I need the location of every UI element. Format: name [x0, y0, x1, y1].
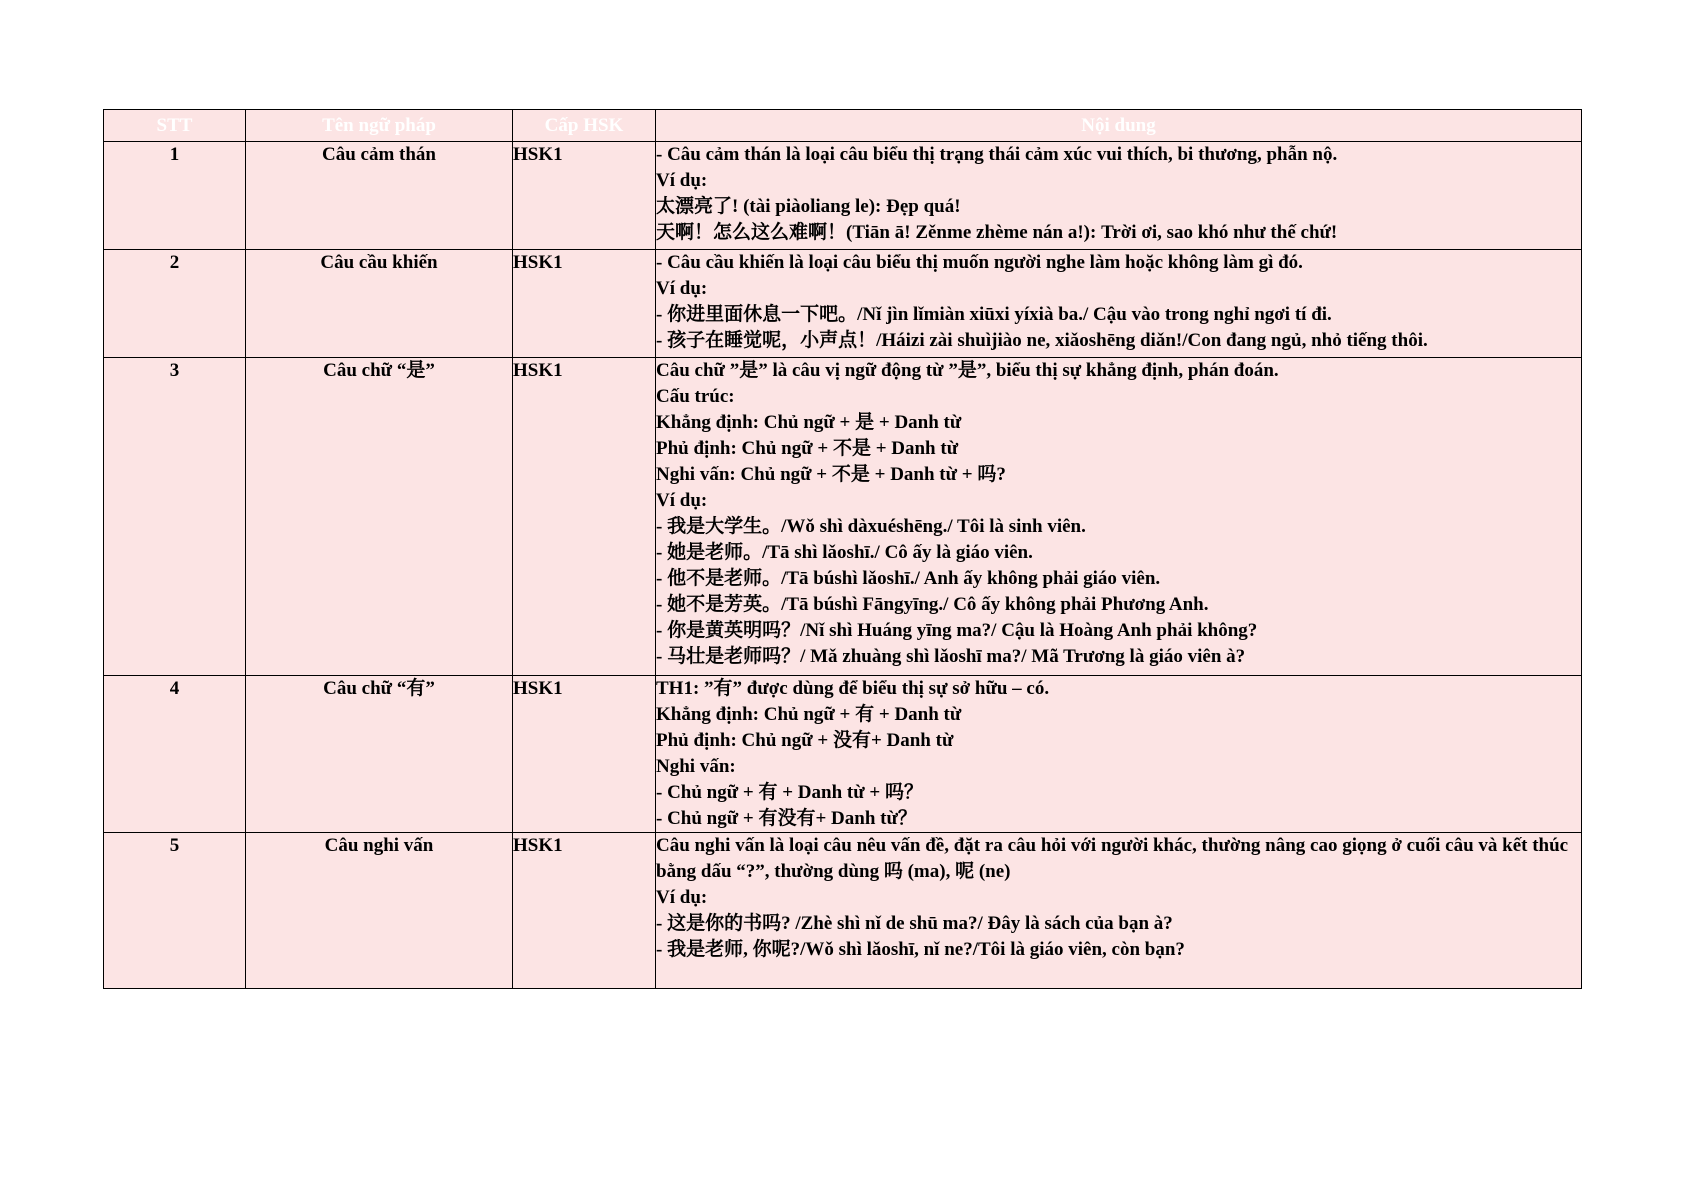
content-line: Ví dụ:: [656, 170, 708, 191]
table-row: [104, 833, 1582, 989]
row-name: Câu nghi vấn: [246, 833, 513, 989]
content-line: - 她不是芳英。/Tā búshì Fāngyīng./ Cô ấy không phải Phương Anh.: [656, 594, 1209, 615]
row-level: HSK1: [513, 833, 656, 989]
content-line: - Câu cảm thán là loại câu biểu thị trạng thái cảm xúc vui thích, bi thương, phẫn nộ.: [656, 144, 1338, 165]
content-line: 天啊！怎么这么难啊！(Tiān ā! Zěnme zhème nán a!): Trời ơi, sao khó như thế chứ!: [656, 222, 1338, 243]
header-name: Tên ngữ pháp: [246, 110, 513, 142]
row-content: [656, 142, 1582, 250]
content-line: - 孩子在睡觉呢，小声点！/Háizi zài shuìjiào ne, xiǎoshēng diǎn!/Con đang ngủ, nhỏ tiếng thôi.: [656, 330, 1428, 351]
row-stt: 5: [104, 833, 246, 989]
table-row: [104, 250, 1582, 358]
row-level: HSK1: [513, 250, 656, 358]
row-content: [656, 358, 1582, 676]
header-row: [104, 110, 1582, 142]
row-name: Câu chữ “是”: [246, 358, 513, 676]
content-line: Câu nghi vấn là loại câu nêu vấn đề, đặt ra câu hỏi với người khác, thường nâng cao giọng ở cuối câu và kết thúc bằng dấu “?”, thường dùng 吗 (ma), 呢 (ne): [656, 835, 1569, 882]
content-line: Câu chữ ”是” là câu vị ngữ động từ ”是”, biểu thị sự khẳng định, phán đoán.: [656, 360, 1279, 381]
content-line: - 她是老师。/Tā shì lǎoshī./ Cô ấy là giáo viên.: [656, 542, 1033, 563]
row-stt: 4: [104, 676, 246, 833]
content-line: - 我是大学生。/Wǒ shì dàxuéshēng./ Tôi là sinh viên.: [656, 516, 1086, 537]
content-line: - 马壮是老师吗？/ Mǎ zhuàng shì lǎoshī ma?/ Mã Trương là giáo viên à?: [656, 646, 1246, 667]
row-content: [656, 676, 1582, 833]
content-line: Nghi vấn: Chủ ngữ + 不是 + Danh từ + 吗?: [656, 464, 1006, 485]
content-line: Ví dụ:: [656, 278, 708, 299]
table-row: [104, 676, 1582, 833]
header-level: Cấp HSK: [513, 110, 656, 142]
content-line: - 你是黄英明吗？/Nǐ shì Huáng yīng ma?/ Cậu là Hoàng Anh phải không?: [656, 620, 1258, 641]
content-line: - 这是你的书吗? /Zhè shì nǐ de shū ma?/ Đây là sách của bạn à?: [656, 913, 1173, 934]
grammar-table: [103, 109, 1582, 989]
row-content: [656, 833, 1582, 989]
row-stt: 2: [104, 250, 246, 358]
content-line: Nghi vấn:: [656, 756, 736, 777]
content-line: - 你进里面休息一下吧。/Nǐ jìn lǐmiàn xiūxi yíxià ba./ Cậu vào trong nghỉ ngơi tí đi.: [656, 304, 1332, 325]
content-line: TH1: ”有” được dùng để biểu thị sự sở hữu – có.: [656, 678, 1050, 699]
content-line: Cấu trúc:: [656, 386, 735, 407]
table-row: [104, 358, 1582, 676]
content-line: Ví dụ:: [656, 887, 708, 908]
content-line: - Chủ ngữ + 有没有+ Danh từ？: [656, 808, 917, 829]
content-line: Khẳng định: Chủ ngữ + 有 + Danh từ: [656, 704, 962, 725]
row-name: Câu cảm thán: [246, 142, 513, 250]
content-line: - Chủ ngữ + 有 + Danh từ + 吗？: [656, 782, 923, 803]
header-content: Nội dung: [656, 110, 1582, 142]
row-stt: 3: [104, 358, 246, 676]
content-line: Khẳng định: Chủ ngữ + 是 + Danh từ: [656, 412, 962, 433]
row-name: Câu chữ “有”: [246, 676, 513, 833]
row-name: Câu cầu khiến: [246, 250, 513, 358]
content-line: Phủ định: Chủ ngữ + 不是 + Danh từ: [656, 438, 959, 459]
row-level: HSK1: [513, 676, 656, 833]
row-stt: 1: [104, 142, 246, 250]
content-line: - 我是老师, 你呢?/Wǒ shì lǎoshī, nǐ ne?/Tôi là giáo viên, còn bạn?: [656, 939, 1185, 960]
content-line: Phủ định: Chủ ngữ + 没有+ Danh từ: [656, 730, 954, 751]
row-level: HSK1: [513, 358, 656, 676]
row-content: [656, 250, 1582, 358]
content-line: - 他不是老师。/Tā búshì lǎoshī./ Anh ấy không phải giáo viên.: [656, 568, 1161, 589]
table-row: [104, 142, 1582, 250]
content-line: - Câu cầu khiến là loại câu biểu thị muốn người nghe làm hoặc không làm gì đó.: [656, 252, 1303, 273]
header-stt: STT: [104, 110, 246, 142]
content-line: 太漂亮了! (tài piàoliang le): Đẹp quá!: [656, 196, 961, 217]
row-level: HSK1: [513, 142, 656, 250]
content-line: Ví dụ:: [656, 490, 708, 511]
